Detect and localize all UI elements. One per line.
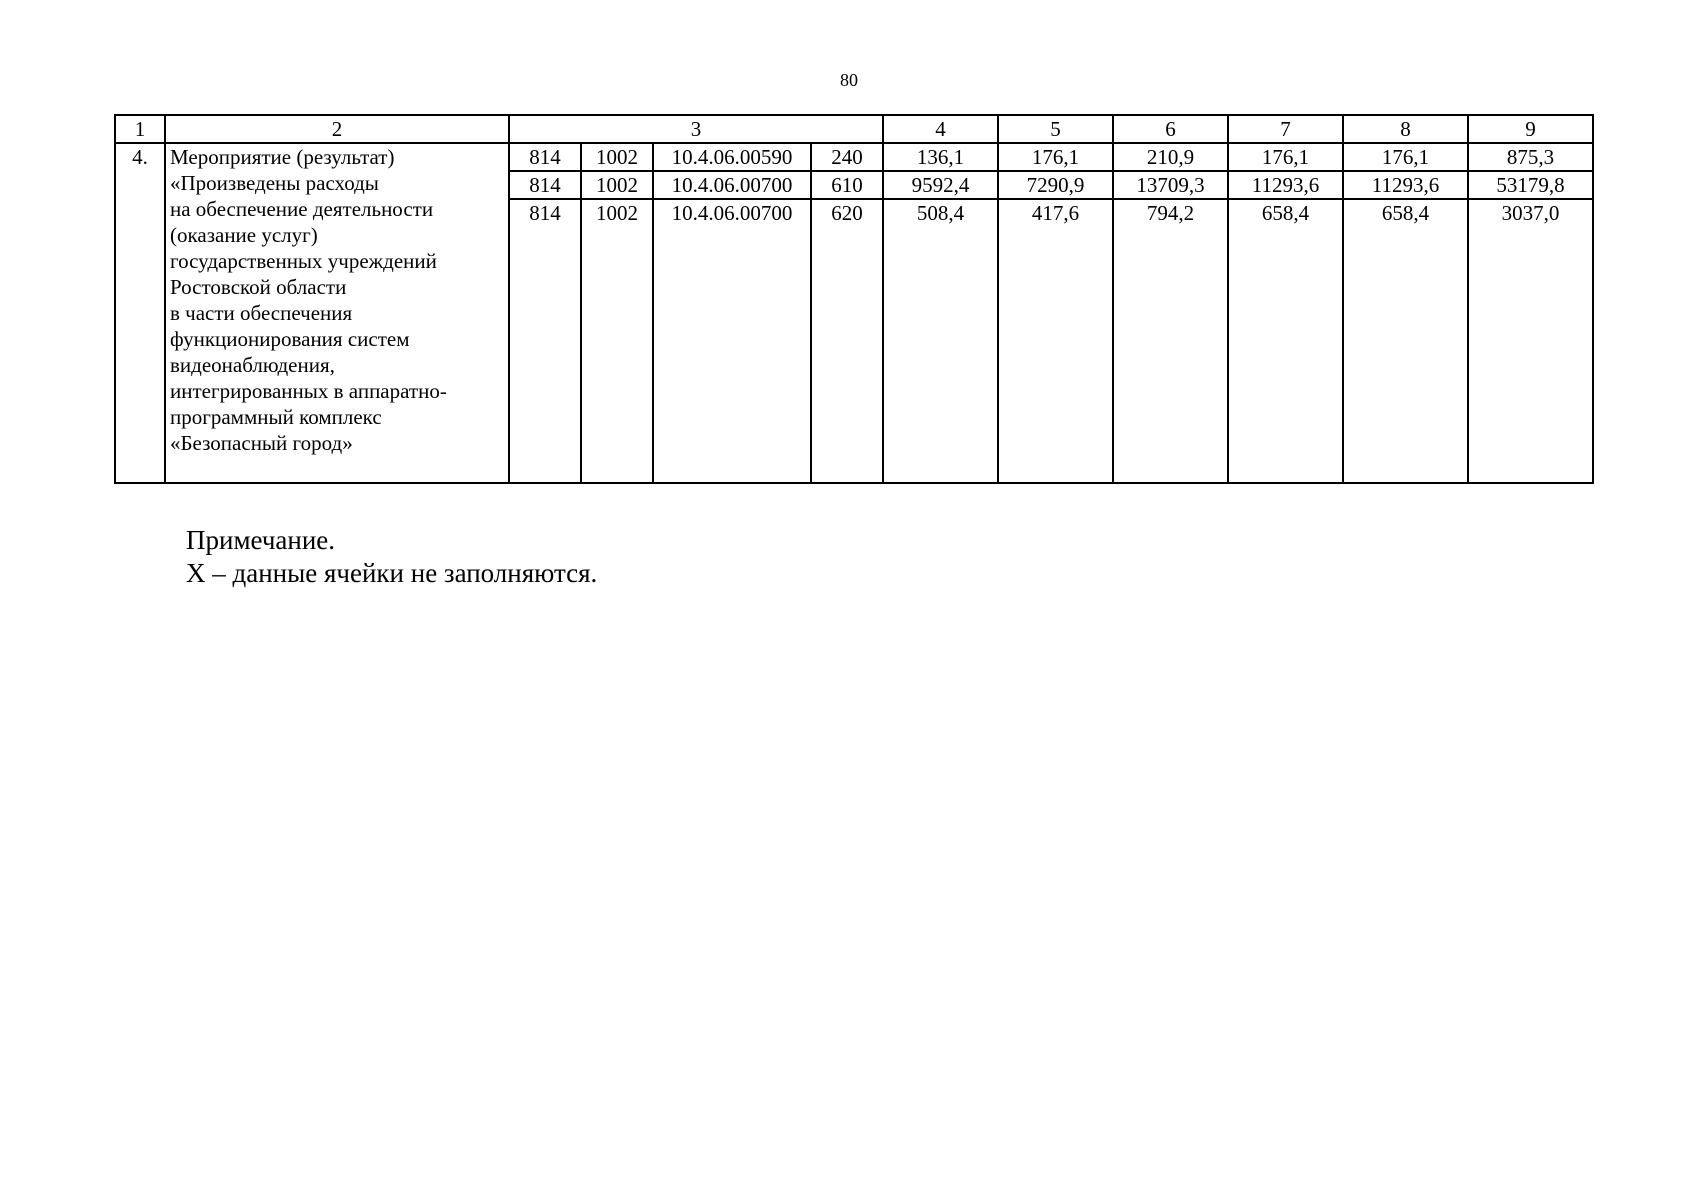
value-cell: 210,9 bbox=[1113, 143, 1228, 171]
note-text: Х – данные ячейки не заполняются. bbox=[186, 558, 598, 588]
expense-type-cell: 240 bbox=[811, 143, 883, 171]
grbs-cell: 814 bbox=[509, 171, 581, 199]
item-name-line: (оказание услуг) bbox=[170, 223, 318, 247]
value-cell: 176,1 bbox=[1343, 143, 1468, 171]
total-cell: 875,3 bbox=[1468, 143, 1593, 171]
value-cell: 9592,4 bbox=[883, 171, 998, 199]
header-cell: 2 bbox=[165, 115, 509, 143]
section-cell: 1002 bbox=[581, 143, 653, 171]
header-cell: 8 bbox=[1343, 115, 1468, 143]
header-cell: 4 bbox=[883, 115, 998, 143]
value-cell: 176,1 bbox=[998, 143, 1113, 171]
value-cell: 136,1 bbox=[883, 143, 998, 171]
expense-type-cell: 610 bbox=[811, 171, 883, 199]
value-cell: 658,4 bbox=[1343, 199, 1468, 483]
value-cell: 508,4 bbox=[883, 199, 998, 483]
value-cell: 658,4 bbox=[1228, 199, 1343, 483]
item-number-cell: 4. bbox=[115, 143, 165, 483]
value-cell: 176,1 bbox=[1228, 143, 1343, 171]
header-cell: 5 bbox=[998, 115, 1113, 143]
item-name-line: программный комплекс bbox=[170, 405, 382, 429]
header-cell: 3 bbox=[509, 115, 883, 143]
item-name-line: Мероприятие (результат) bbox=[170, 145, 395, 169]
target-article-cell: 10.4.06.00700 bbox=[653, 171, 811, 199]
table-row bbox=[115, 143, 1593, 171]
item-name-line: на обеспечение деятельности bbox=[170, 197, 434, 221]
header-row bbox=[115, 115, 1593, 143]
header-cell: 9 bbox=[1468, 115, 1593, 143]
item-name-line: Ростовской области bbox=[170, 275, 347, 299]
grbs-cell: 814 bbox=[509, 199, 581, 483]
value-cell: 13709,3 bbox=[1113, 171, 1228, 199]
target-article-cell: 10.4.06.00700 bbox=[653, 199, 811, 483]
value-cell: 11293,6 bbox=[1228, 171, 1343, 199]
grbs-cell: 814 bbox=[509, 143, 581, 171]
item-name-line: в части обеспечения bbox=[170, 301, 353, 325]
value-cell: 417,6 bbox=[998, 199, 1113, 483]
value-cell: 794,2 bbox=[1113, 199, 1228, 483]
item-name-line: видеонаблюдения, bbox=[170, 353, 335, 377]
total-cell: 53179,8 bbox=[1468, 171, 1593, 199]
note-block bbox=[186, 524, 597, 590]
item-name-line: «Безопасный город» bbox=[170, 431, 353, 455]
header-cell: 6 bbox=[1113, 115, 1228, 143]
total-cell: 3037,0 bbox=[1468, 199, 1593, 483]
page-number: 80 bbox=[840, 70, 858, 90]
note-title: Примечание. bbox=[186, 525, 336, 555]
header-cell: 1 bbox=[115, 115, 165, 143]
section-cell: 1002 bbox=[581, 199, 653, 483]
item-name-line: интегрированных в аппаратно- bbox=[170, 379, 447, 403]
item-name-line: «Произведены расходы bbox=[170, 171, 379, 195]
budget-table bbox=[114, 114, 1594, 484]
expense-type-cell: 620 bbox=[811, 199, 883, 483]
target-article-cell: 10.4.06.00590 bbox=[653, 143, 811, 171]
value-cell: 7290,9 bbox=[998, 171, 1113, 199]
value-cell: 11293,6 bbox=[1343, 171, 1468, 199]
item-name-line: функционирования систем bbox=[170, 327, 410, 351]
item-name-cell bbox=[165, 143, 509, 483]
section-cell: 1002 bbox=[581, 171, 653, 199]
item-name-line: государственных учреждений bbox=[170, 249, 437, 273]
header-cell: 7 bbox=[1228, 115, 1343, 143]
